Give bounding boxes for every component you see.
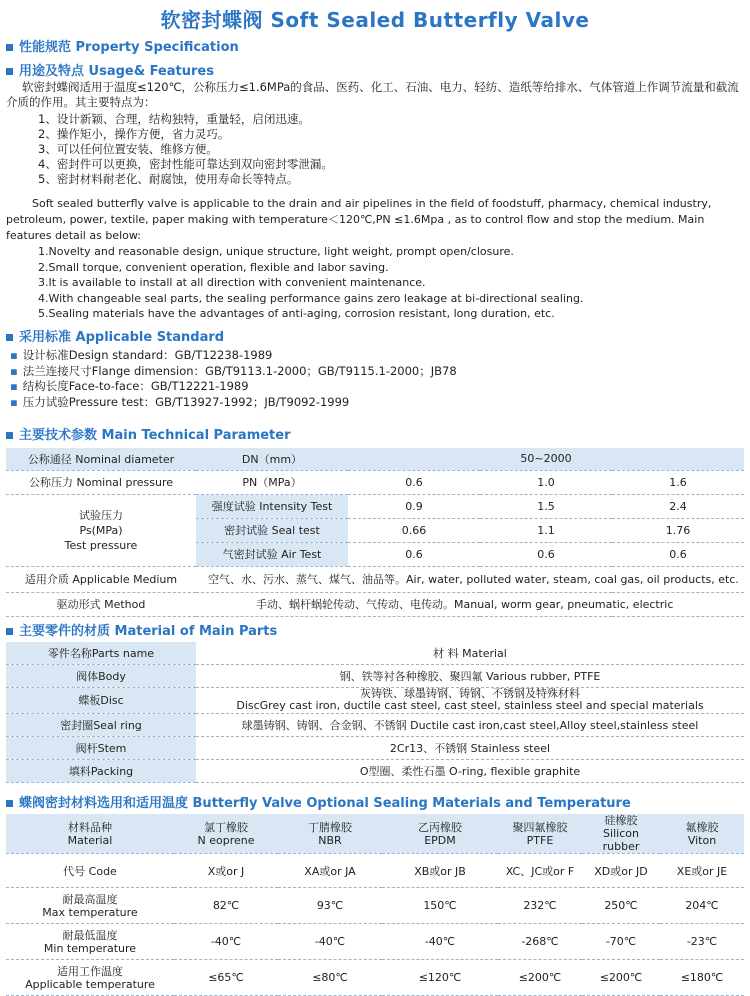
table-row — [6, 470, 744, 494]
list-item: 2.Small torque, convenient operation, flexible and labor saving. — [38, 260, 389, 274]
square-bullet-icon — [6, 628, 13, 635]
list-item: ▪ 设计标准Design standard：GB/T12238-1989 — [10, 348, 740, 364]
test-value: 0.66 — [348, 518, 480, 542]
part-material — [196, 687, 744, 713]
list-item: 4.With changeable seal parts, the sealing performance gains zero leakage at bi-directional sealing. — [38, 291, 584, 305]
table-row — [6, 592, 744, 616]
method-label: 驱动形式 Method — [6, 592, 196, 616]
list-item: 2、操作矩小，操作方便，省力灵巧。 — [38, 127, 230, 141]
column-header: 零件名称Parts name — [6, 642, 196, 664]
test-pressure-line: Ps(MPa) — [79, 523, 123, 537]
column-header: 材 料 Material — [196, 642, 744, 664]
square-bullet-icon — [6, 432, 13, 439]
part-material-en: DiscGrey cast iron, ductile cast steel, cast steel, stainless steel and special materials — [236, 699, 704, 712]
method-value: 手动、蜗杆蜗轮传动、气传动、电传动。Manual, worm gear, pneumatic, electric — [196, 592, 744, 616]
pn-label: PN（MPa） — [196, 470, 348, 494]
part-name: 填料Packing — [6, 759, 196, 782]
table-cell: 232℃ — [498, 888, 582, 924]
table-cell: XC、JC或or F — [498, 854, 582, 888]
list-item: 5、密封材料耐老化、耐腐蚀，使用寿命长等特点。 — [38, 172, 299, 186]
table-cell: ≤180℃ — [660, 960, 744, 996]
table-row — [6, 713, 744, 736]
section-heading-standard — [6, 326, 224, 345]
table-row — [6, 494, 744, 518]
part-material: O型圈、柔性石墨 O-ring, flexible graphite — [196, 759, 744, 782]
table-cell: 82℃ — [174, 888, 278, 924]
table-cell: ≤80℃ — [278, 960, 382, 996]
square-bullet-icon — [6, 800, 13, 807]
nominal-pressure-label: 公称压力 Nominal pressure — [6, 470, 196, 494]
table-cell: ≤65℃ — [174, 960, 278, 996]
test-pressure-line: Test pressure — [64, 538, 138, 552]
section-sealing-label: 蝶阀密封材料选用和适用温度 Butterfly Valve Optional Sealing Materials and Temperature — [19, 796, 631, 811]
medium-label: 适用介质 Applicable Medium — [6, 566, 196, 592]
part-name: 密封圈Seal ring — [6, 713, 196, 736]
table-cell: -40℃ — [382, 924, 498, 960]
part-name: 阀体Body — [6, 664, 196, 687]
table-cell: X或or J — [174, 854, 278, 888]
tech-table — [6, 448, 744, 617]
list-item: ▪ 结构长度Face-to-face：GB/T12221-1989 — [10, 379, 740, 395]
table-row — [6, 854, 744, 888]
table-row — [6, 566, 744, 592]
section-material-label: 主要零件的材质 Material of Main Parts — [19, 624, 278, 639]
column-header: 乙丙橡胶 EPDM — [382, 814, 498, 854]
standards-list — [10, 348, 740, 410]
square-bullet-icon — [6, 334, 13, 341]
table-row — [6, 448, 744, 470]
table-cell: ≤200℃ — [498, 960, 582, 996]
table-cell: -23℃ — [660, 924, 744, 960]
table-cell: -70℃ — [582, 924, 660, 960]
test-value: 0.6 — [480, 542, 612, 566]
usage-en-intro: Soft sealed butterfly valve is applicable to the drain and air pipelines in the field of foodstuff, pharmacy, chemical industry, petroleum, power, textile, paper making with temperature＜120℃,PN ≤1.6Mpa , as to control flow and stop the medium. Main features detail as below: — [6, 197, 712, 242]
usage-cn-list — [38, 112, 738, 187]
material-table — [6, 642, 744, 783]
part-material: 2Cr13、不锈钢 Stainless steel — [196, 736, 744, 759]
square-bullet-icon — [6, 44, 13, 51]
column-header: 材料品种 Material — [6, 814, 174, 854]
test-value: 0.6 — [348, 542, 480, 566]
list-item: 5.Sealing materials have the advantages of anti-aging, corrosion resistant, long duration, etc. — [38, 307, 555, 320]
table-cell: -40℃ — [174, 924, 278, 960]
test-value: 0.9 — [348, 494, 480, 518]
list-item: ▪ 压力试验Pressure test：GB/T13927-1992；JB/T9092-1999 — [10, 395, 740, 411]
section-standard-label: 采用标准 Applicable Standard — [19, 330, 225, 345]
section-heading-material — [6, 620, 277, 639]
sealing-table — [6, 814, 744, 996]
column-header: 氟橡胶 Viton — [660, 814, 744, 854]
test-value: 1.1 — [480, 518, 612, 542]
list-item: ▪ 法兰连接尺寸Flange dimension：GB/T9113.1-2000；GB/T9115.1-2000；JB78 — [10, 364, 740, 380]
usage-cn-intro: 软密封蝶阀适用于温度≤120℃，公称压力≤1.6MPa的食品、医药、化工、石油、电力、轻纺、造纸等给排水、气体管道上作调节流量和截流介质的作用。其主要特点为： — [6, 80, 739, 109]
table-cell: 250℃ — [582, 888, 660, 924]
square-bullet-icon — [6, 68, 13, 75]
usage-en-list — [38, 244, 743, 322]
row-label: 适用工作温度 Applicable temperature — [6, 960, 174, 996]
dn-label: DN（mm） — [196, 448, 348, 470]
list-item: 1.Novelty and reasonable design, unique structure, light weight, prompt open/closure. — [38, 245, 514, 258]
table-cell: XA或or JA — [278, 854, 382, 888]
test-type-label: 强度试验 Intensity Test — [196, 494, 348, 518]
test-value: 2.4 — [612, 494, 744, 518]
nominal-diameter-label: 公称通径 Nominal diameter — [6, 448, 196, 470]
part-material: 钢、铁等衬各种橡胶、聚四氟 Various rubber, PTFE — [196, 664, 744, 687]
row-label: 耐最低温度 Min temperature — [6, 924, 174, 960]
test-pressure-line: 试验压力 — [79, 508, 123, 522]
test-value: 0.6 — [612, 542, 744, 566]
table-row — [6, 664, 744, 687]
pn-value: 1.6 — [612, 470, 744, 494]
part-material: 球墨铸钢、铸钢、合金钢、不锈钢 Ductile cast iron,cast steel,Alloy steel,stainless steel — [196, 713, 744, 736]
part-material-cn: 灰铸铁、球墨铸钢、铸钢、不锈钢及特殊材料 — [360, 687, 580, 700]
table-cell: ≤200℃ — [582, 960, 660, 996]
table-row — [6, 960, 744, 996]
dn-range: 50~2000 — [348, 448, 744, 470]
table-cell: -268℃ — [498, 924, 582, 960]
part-name: 阀杆Stem — [6, 736, 196, 759]
section-tech-label: 主要技术参数 Main Technical Parameter — [19, 428, 291, 443]
test-pressure-label — [6, 494, 196, 566]
pn-value: 1.0 — [480, 470, 612, 494]
table-row — [6, 888, 744, 924]
column-header: 硅橡胶 Silicon rubber — [582, 814, 660, 854]
column-header: 氯丁橡胶 N eoprene — [174, 814, 278, 854]
test-type-label: 密封试验 Seal test — [196, 518, 348, 542]
test-value: 1.76 — [612, 518, 744, 542]
list-item: 1、设计新颖、合理，结构独特，重量轻，启闭迅速。 — [38, 112, 310, 126]
table-row — [6, 736, 744, 759]
table-row — [6, 642, 744, 664]
row-label: 代号 Code — [6, 854, 174, 888]
medium-value: 空气、水、污水、蒸气、煤气、油品等。Air, water, polluted water, steam, coal gas, oil products, etc. — [196, 566, 744, 592]
section-heading-spec — [6, 36, 239, 55]
table-cell: 93℃ — [278, 888, 382, 924]
list-item: 4、密封件可以更换，密封性能可靠达到双向密封零泄漏。 — [38, 157, 333, 171]
table-cell: -40℃ — [278, 924, 382, 960]
table-cell: 150℃ — [382, 888, 498, 924]
table-row — [6, 687, 744, 713]
table-row — [6, 759, 744, 782]
list-item: 3、可以任何位置安装、维修方便。 — [38, 142, 218, 156]
section-usage-label: 用途及特点 Usage& Features — [19, 64, 214, 79]
column-header: 丁腈橡胶 NBR — [278, 814, 382, 854]
test-value: 1.5 — [480, 494, 612, 518]
row-label: 耐最高温度 Max temperature — [6, 888, 174, 924]
page-title: 软密封蝶阀 Soft Sealed Butterfly Valve — [160, 8, 590, 32]
pn-value: 0.6 — [348, 470, 480, 494]
part-name: 蝶板Disc — [6, 687, 196, 713]
table-row — [6, 814, 744, 854]
table-cell: XB或or JB — [382, 854, 498, 888]
section-heading-tech — [6, 424, 291, 443]
section-spec-label: 性能规范 Property Specification — [19, 40, 239, 55]
column-header: 聚四氟橡胶 PTFE — [498, 814, 582, 854]
table-cell: 204℃ — [660, 888, 744, 924]
table-row — [6, 924, 744, 960]
test-type-label: 气密封试验 Air Test — [196, 542, 348, 566]
table-cell: ≤120℃ — [382, 960, 498, 996]
section-heading-usage — [6, 60, 214, 79]
list-item: 3.It is available to install at all direction with convenient maintenance. — [38, 276, 426, 289]
table-cell: XD或or JD — [582, 854, 660, 888]
section-heading-sealing — [6, 792, 631, 811]
table-cell: XE或or JE — [660, 854, 744, 888]
